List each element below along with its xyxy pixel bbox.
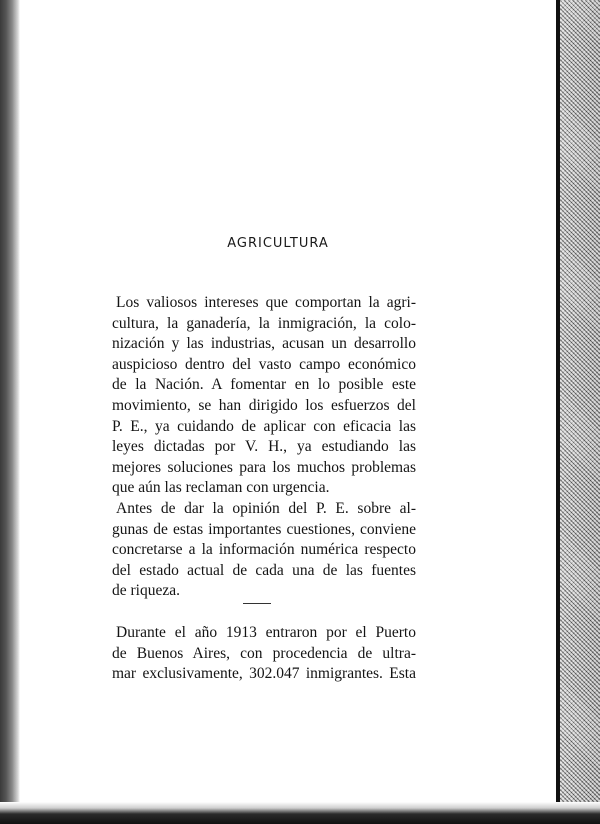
- paragraph-1: [112, 293, 416, 602]
- paragraph-3: [112, 623, 416, 685]
- bottom-scan-edge: [0, 802, 600, 824]
- text-line: mar exclusivamente, 302.047 inmigrantes. Esta: [112, 665, 416, 683]
- text-line: Antes de dar la opinión del P. E. sobre al-: [116, 499, 416, 517]
- text-line: leyes dictadas por V. H., ya estudiando las: [112, 438, 416, 456]
- text-line: de riqueza.: [112, 582, 180, 600]
- text-line: gunas de estas importantes cuestiones, conviene: [112, 520, 416, 538]
- text-line: movimiento, se han dirigido los esfuerzos del: [112, 396, 416, 414]
- text-line: Durante el año 1913 entraron por el Puerto: [116, 624, 416, 641]
- text-line: P. E., ya cuidando de aplicar con eficacia las: [112, 417, 416, 435]
- text-line: que aún las reclaman con urgencia.: [112, 479, 330, 497]
- text-line: concretarse a la información numérica respecto: [112, 541, 416, 559]
- section-heading: AGRICULTURA: [227, 236, 329, 251]
- text-line: del estado actual de cada una de las fuentes: [112, 561, 416, 579]
- text-line: nización y las industrias, acusan un desarrollo: [112, 335, 416, 353]
- text-line: cultura, la ganadería, la inmigración, la colo-: [112, 314, 416, 332]
- text-line: mejores soluciones para los muchos problemas: [112, 458, 416, 476]
- text-line: de la Nación. A fomentar en lo posible este: [112, 376, 416, 394]
- section-divider: [243, 603, 271, 604]
- left-scan-edge: [0, 0, 20, 824]
- right-scan-edge: [560, 0, 600, 824]
- text-line: Los valiosos intereses que comportan la agri-: [116, 294, 416, 311]
- text-line: auspicioso dentro del vasto campo económico: [112, 355, 416, 373]
- text-line: de Buenos Aires, con procedencia de ultra-: [112, 644, 416, 662]
